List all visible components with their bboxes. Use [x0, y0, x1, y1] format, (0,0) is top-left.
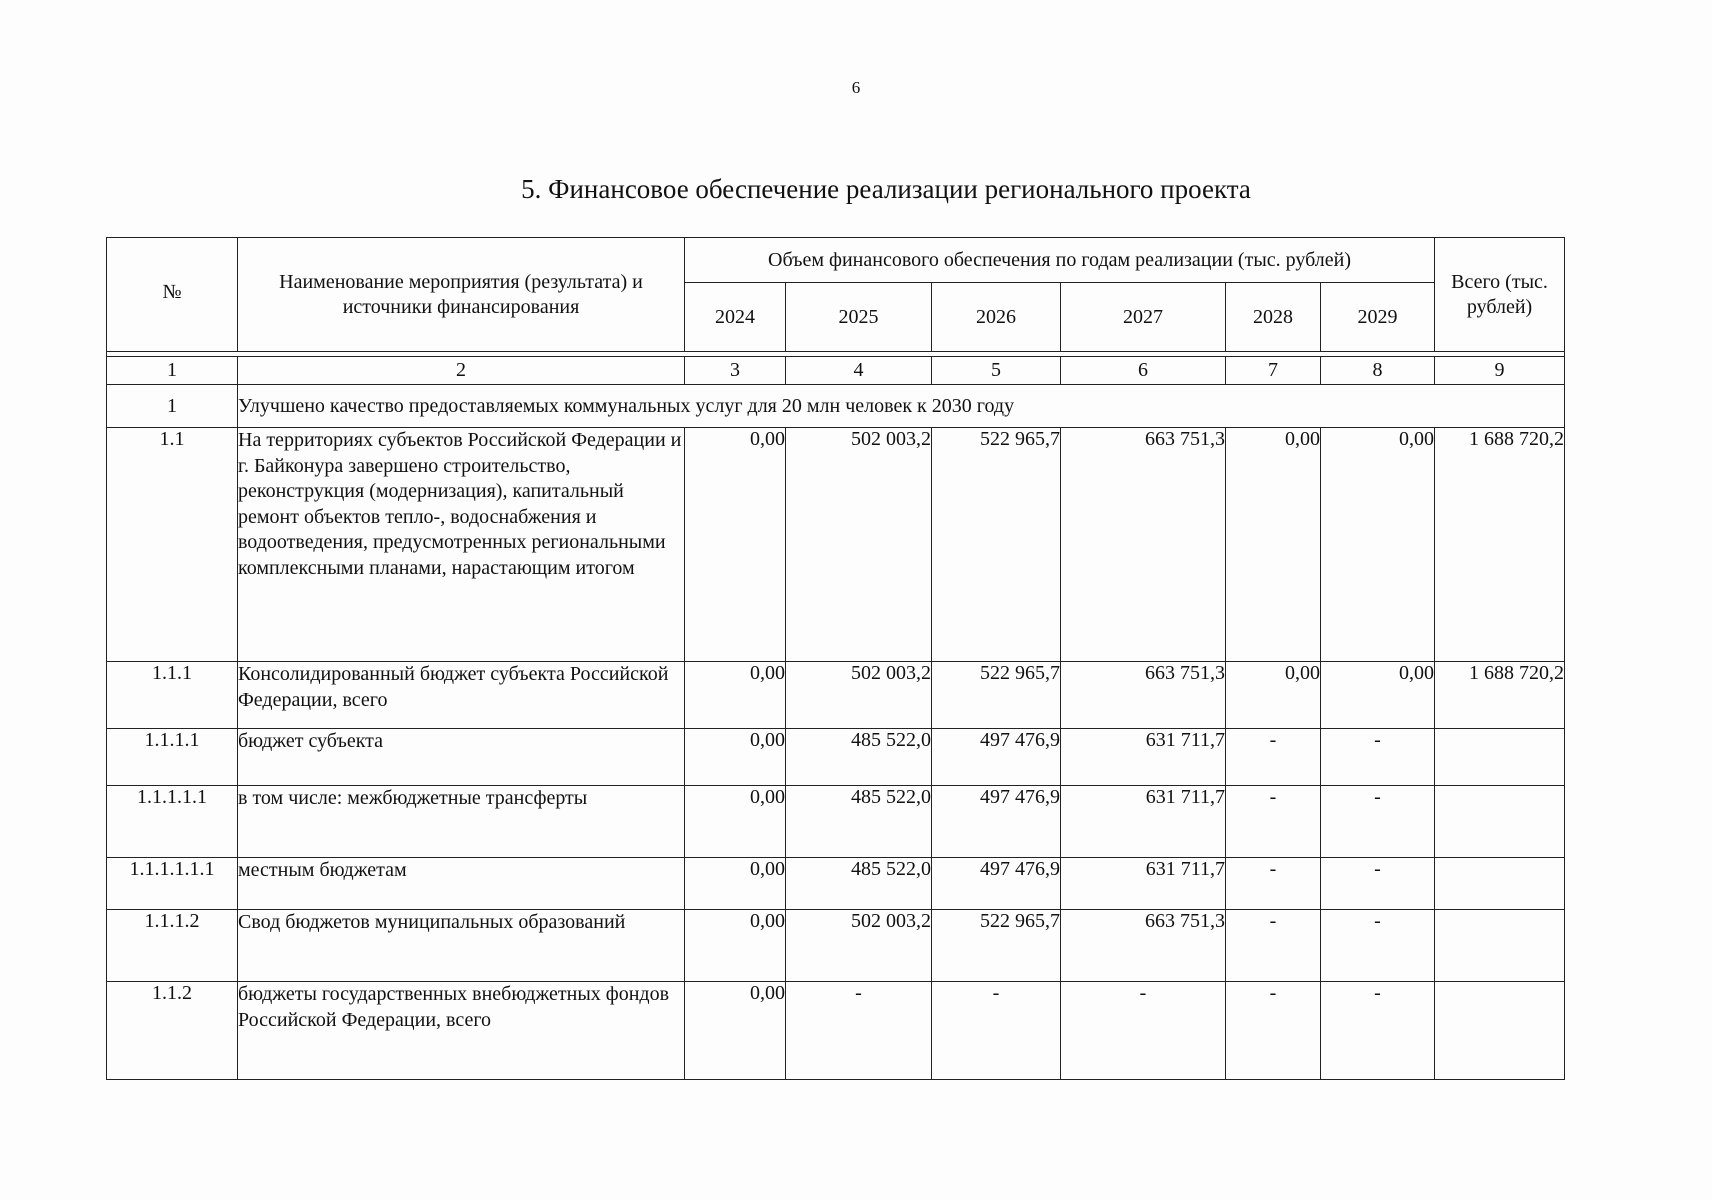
- row-number: 1.1.2: [107, 982, 238, 1080]
- row-value-2024: 0,00: [685, 786, 786, 858]
- row-value-2025: -: [786, 982, 932, 1080]
- header-year: 2029: [1321, 283, 1435, 352]
- header-year: 2026: [932, 283, 1061, 352]
- table-row: [107, 786, 1565, 858]
- row-value-2027: 663 751,3: [1061, 910, 1226, 982]
- row-value-2025: 485 522,0: [786, 858, 932, 910]
- row-total: 1 688 720,2: [1435, 662, 1565, 729]
- row-value-2024: 0,00: [685, 428, 786, 662]
- table-row: [107, 428, 1565, 662]
- table-row: [107, 729, 1565, 786]
- row-value-2027: 631 711,7: [1061, 729, 1226, 786]
- row-name: Свод бюджетов муниципальных образований: [238, 910, 685, 982]
- column-numbers-row: [107, 357, 1565, 385]
- header-year: 2025: [786, 283, 932, 352]
- row-value-2028: -: [1226, 982, 1321, 1080]
- row-total: 1 688 720,2: [1435, 428, 1565, 662]
- row-value-2028: -: [1226, 729, 1321, 786]
- column-number: 8: [1321, 357, 1435, 385]
- row-value-2026: -: [932, 982, 1061, 1080]
- row-value-2026: 497 476,9: [932, 786, 1061, 858]
- row-value-2024: 0,00: [685, 982, 786, 1080]
- row-value-2028: -: [1226, 858, 1321, 910]
- goal-row: [107, 385, 1565, 428]
- row-value-2026: 522 965,7: [932, 428, 1061, 662]
- row-value-2029: 0,00: [1321, 662, 1435, 729]
- table-row: [107, 858, 1565, 910]
- row-number: 1.1.1.1.1.1: [107, 858, 238, 910]
- row-name: в том числе: межбюджетные трансферты: [238, 786, 685, 858]
- header-volume: Объем финансового обеспечения по годам реализации (тыс. рублей): [685, 238, 1435, 283]
- column-number: 7: [1226, 357, 1321, 385]
- row-value-2026: 497 476,9: [932, 729, 1061, 786]
- table-row: [107, 910, 1565, 982]
- column-number: 3: [685, 357, 786, 385]
- row-value-2029: 0,00: [1321, 428, 1435, 662]
- header-year: 2027: [1061, 283, 1226, 352]
- row-value-2028: 0,00: [1226, 428, 1321, 662]
- row-value-2029: -: [1321, 729, 1435, 786]
- row-total: [1435, 729, 1565, 786]
- row-value-2025: 502 003,2: [786, 662, 932, 729]
- header-year: 2024: [685, 283, 786, 352]
- row-value-2024: 0,00: [685, 729, 786, 786]
- row-name: бюджет субъекта: [238, 729, 685, 786]
- column-number: 6: [1061, 357, 1226, 385]
- row-total: [1435, 910, 1565, 982]
- column-number: 1: [107, 357, 238, 385]
- row-name: бюджеты государственных внебюджетных фондов Российской Федерации, всего: [238, 982, 685, 1080]
- goal-number: 1: [107, 385, 238, 428]
- column-number: 4: [786, 357, 932, 385]
- header-number: №: [107, 238, 238, 352]
- row-number: 1.1.1.2: [107, 910, 238, 982]
- row-value-2028: -: [1226, 786, 1321, 858]
- row-number: 1.1.1.1.1: [107, 786, 238, 858]
- row-value-2024: 0,00: [685, 910, 786, 982]
- header-year: 2028: [1226, 283, 1321, 352]
- row-value-2029: -: [1321, 858, 1435, 910]
- row-value-2025: 485 522,0: [786, 729, 932, 786]
- row-total: [1435, 858, 1565, 910]
- row-value-2028: -: [1226, 910, 1321, 982]
- header-name: Наименование мероприятия (результата) и источники финансирования: [238, 238, 685, 352]
- row-name: Консолидированный бюджет субъекта Российской Федерации, всего: [238, 662, 685, 729]
- row-number: 1.1.1: [107, 662, 238, 729]
- row-value-2027: 631 711,7: [1061, 786, 1226, 858]
- row-value-2025: 502 003,2: [786, 428, 932, 662]
- goal-text: Улучшено качество предоставляемых коммунальных услуг для 20 млн человек к 2030 году: [238, 385, 1565, 428]
- row-number: 1.1.1.1: [107, 729, 238, 786]
- table-row: [107, 982, 1565, 1080]
- row-value-2027: 663 751,3: [1061, 662, 1226, 729]
- row-value-2026: 522 965,7: [932, 910, 1061, 982]
- table-row: [107, 662, 1565, 729]
- row-value-2027: 663 751,3: [1061, 428, 1226, 662]
- row-value-2027: -: [1061, 982, 1226, 1080]
- header-total: Всего (тыс. рублей): [1435, 238, 1565, 352]
- column-number: 5: [932, 357, 1061, 385]
- column-number: 2: [238, 357, 685, 385]
- row-value-2025: 485 522,0: [786, 786, 932, 858]
- row-value-2029: -: [1321, 982, 1435, 1080]
- row-number: 1.1: [107, 428, 238, 662]
- column-number: 9: [1435, 357, 1565, 385]
- row-value-2025: 502 003,2: [786, 910, 932, 982]
- financing-table: [106, 237, 1565, 1080]
- row-value-2026: 497 476,9: [932, 858, 1061, 910]
- row-value-2024: 0,00: [685, 662, 786, 729]
- section-title: 5. Финансовое обеспечение реализации регионального проекта: [521, 174, 1251, 204]
- row-value-2028: 0,00: [1226, 662, 1321, 729]
- row-total: [1435, 982, 1565, 1080]
- row-value-2029: -: [1321, 786, 1435, 858]
- page-number: 6: [851, 78, 861, 97]
- row-value-2024: 0,00: [685, 858, 786, 910]
- row-value-2029: -: [1321, 910, 1435, 982]
- row-value-2027: 631 711,7: [1061, 858, 1226, 910]
- row-total: [1435, 786, 1565, 858]
- row-name: местным бюджетам: [238, 858, 685, 910]
- row-value-2026: 522 965,7: [932, 662, 1061, 729]
- row-name: На территориях субъектов Российской Федерации и г. Байконура завершено строительство, реконструкция (модернизация), капитальный ремонт объектов тепло-, водоснабжения и водоотведения, предусмотренных региональными комплексными планами, нарастающим итогом: [238, 428, 685, 662]
